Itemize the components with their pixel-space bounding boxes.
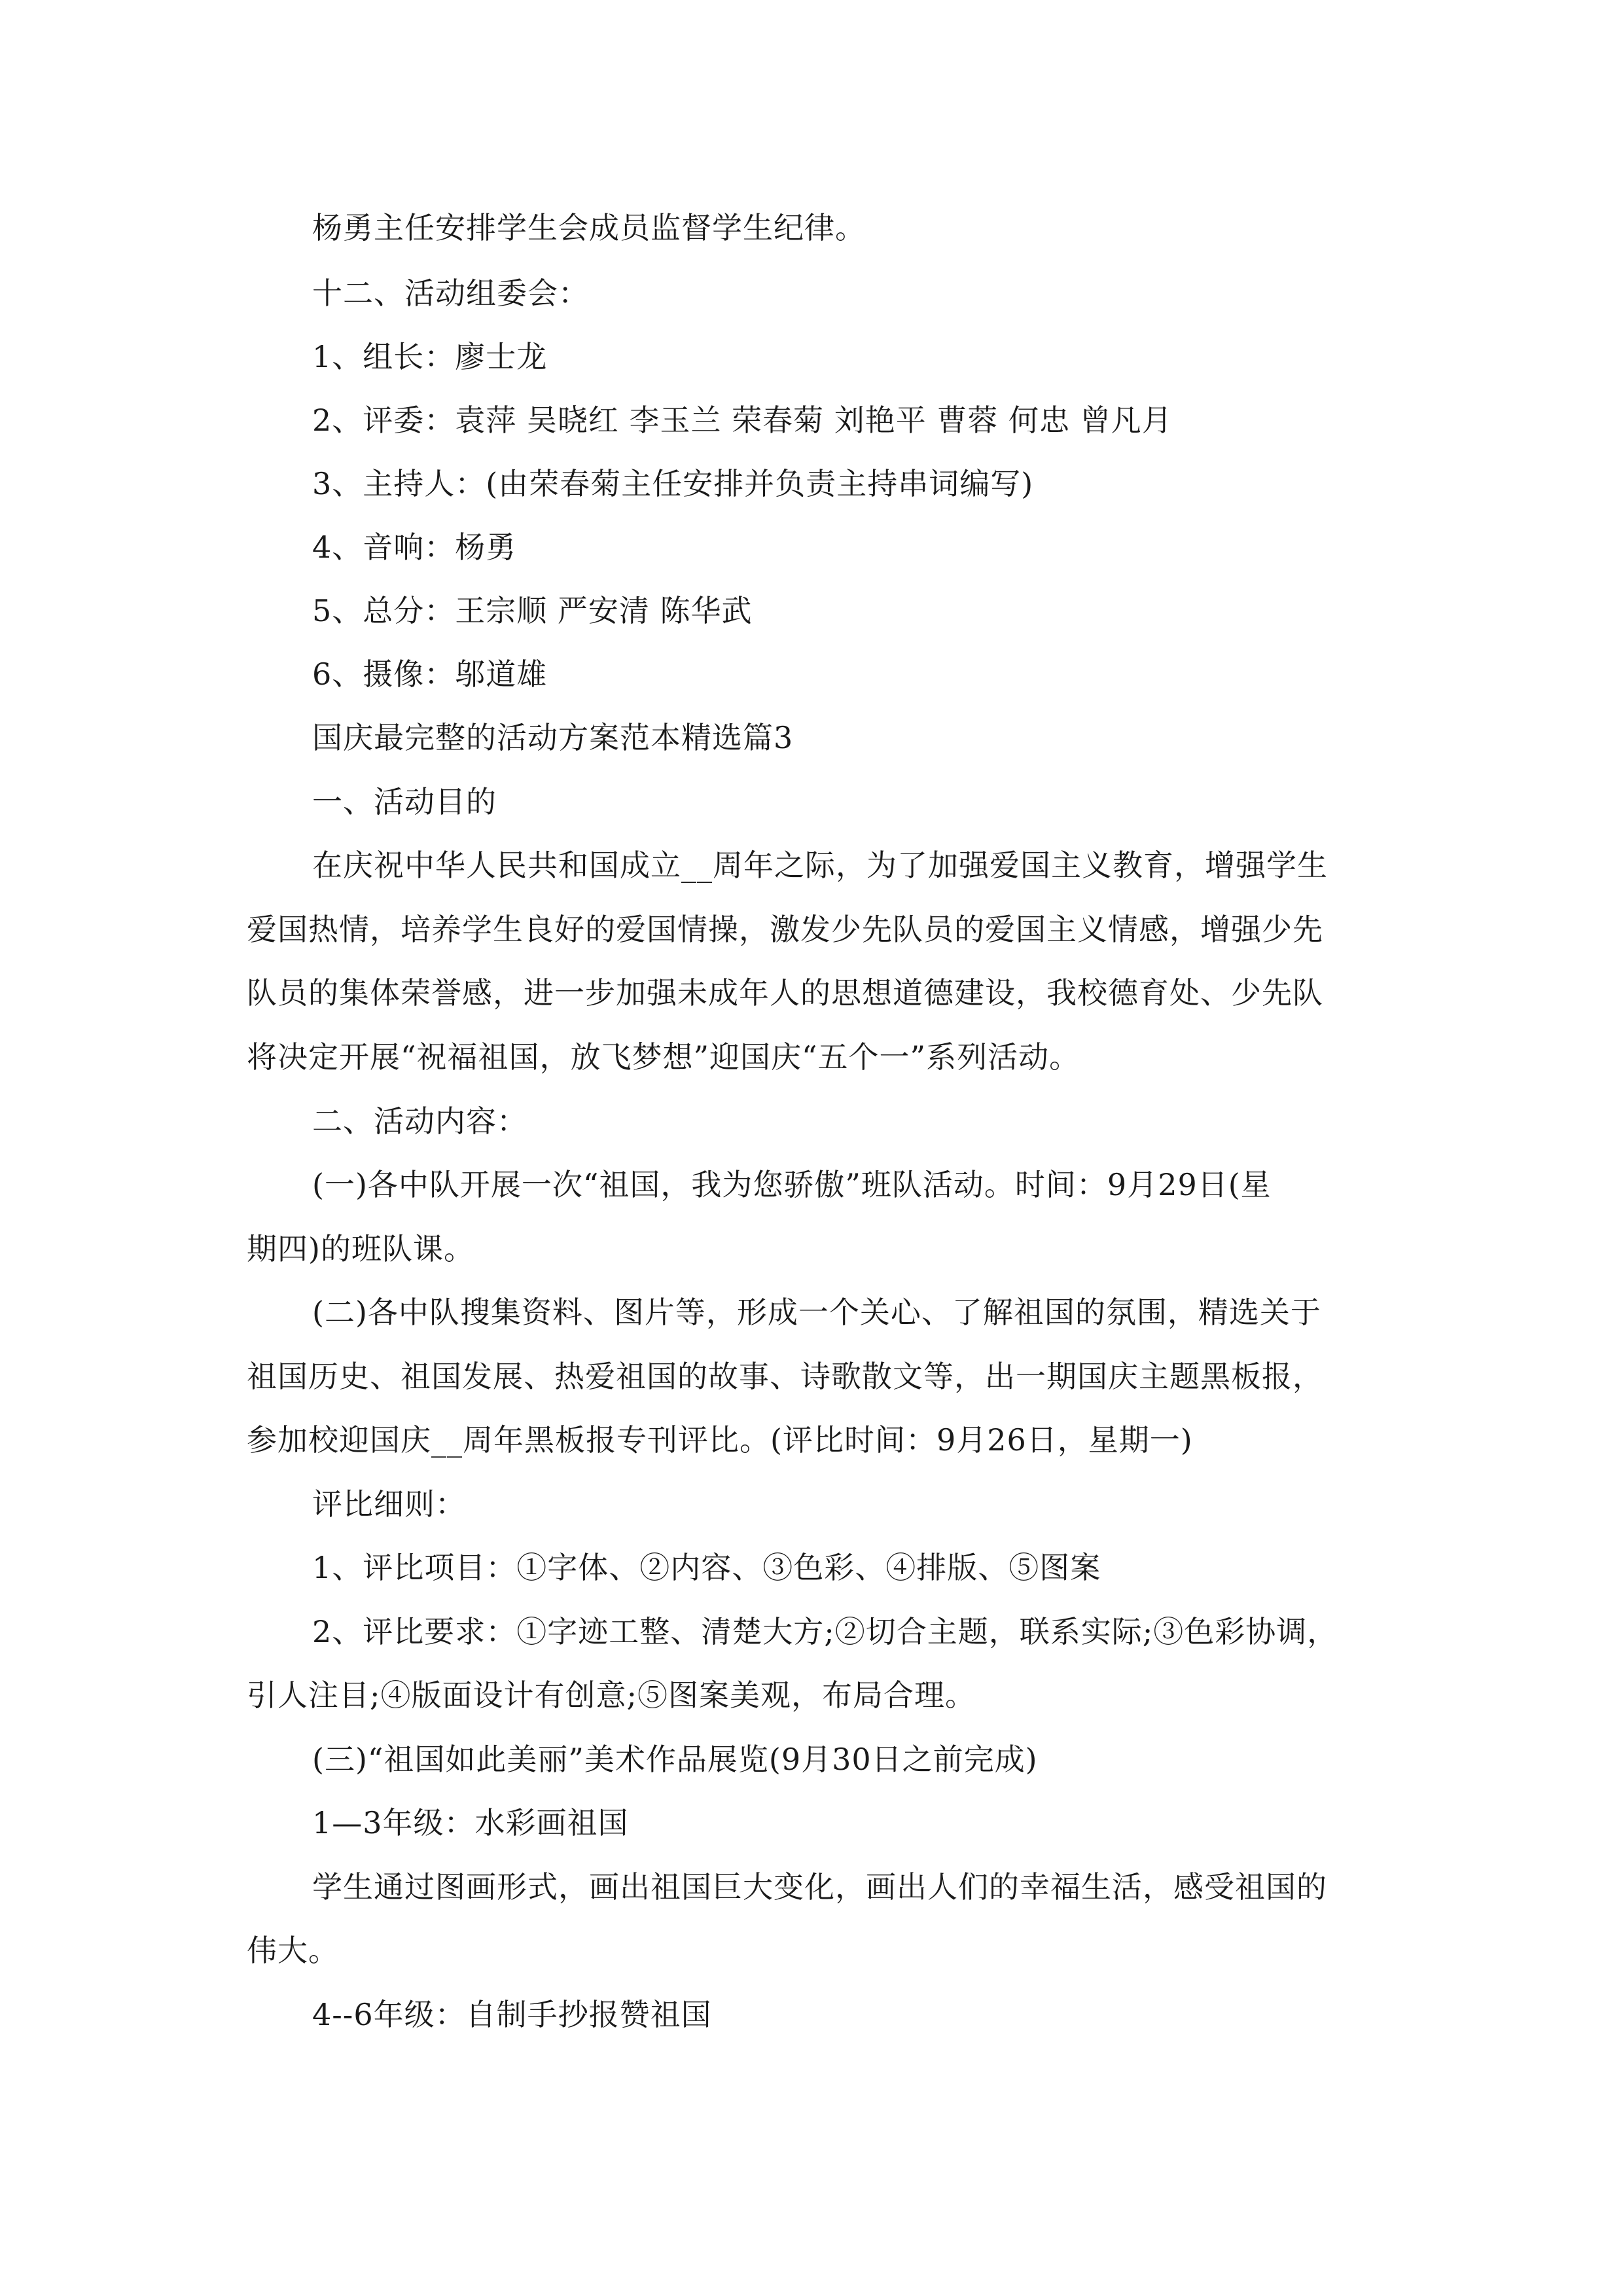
list-item: 2、评委：袁萍 吴晓红 李玉兰 荣春菊 刘艳平 曹蓉 何忠 曾凡月	[312, 403, 1173, 438]
list-item: 5、总分：王宗顺 严安清 陈华武	[312, 593, 753, 628]
paragraph-line: 将决定开展“祝福祖国，放飞梦想”迎国庆“五个一”系列活动。	[247, 1039, 1080, 1075]
section-heading: 评比细则：	[312, 1486, 466, 1522]
section-heading: 一、活动目的	[312, 784, 497, 819]
paragraph-line: (二)各中队搜集资料、图片等，形成一个关心、了解祖国的氛围，精选关于	[312, 1295, 1321, 1330]
paragraph-line: (一)各中队开展一次“祖国，我为您骄傲”班队活动。时间：9月29日(星	[312, 1167, 1272, 1202]
paragraph-line: 1—3年级：水彩画祖国	[312, 1805, 629, 1840]
list-item: 3、主持人：(由荣春菊主任安排并负责主持串词编写)	[312, 466, 1034, 501]
paragraph-line: 祖国历史、祖国发展、热爱祖国的故事、诗歌散文等，出一期国庆主题黑板报，	[247, 1359, 1323, 1394]
paragraph-line: 队员的集体荣誉感，进一步加强未成年人的思想道德建设，我校德育处、少先队	[247, 975, 1323, 1011]
article-title: 国庆最完整的活动方案范本精选篇3	[312, 720, 794, 755]
paragraph-line: 杨勇主任安排学生会成员监督学生纪律。	[312, 210, 866, 245]
paragraph-line: (三)“祖国如此美丽”美术作品展览(9月30日之前完成)	[312, 1742, 1038, 1777]
list-item: 2、评比要求：①字迹工整、清楚大方;②切合主题，联系实际;③色彩协调，	[312, 1614, 1338, 1649]
paragraph-line: 引人注目;④版面设计有创意;⑤图案美观，布局合理。	[247, 1677, 976, 1713]
list-item: 6、摄像：邬道雄	[312, 656, 548, 692]
paragraph-line: 爱国热情，培养学生良好的爱国情操，激发少先队员的爱国主义情感，增强少先	[247, 912, 1323, 947]
paragraph-line: 学生通过图画形式，画出祖国巨大变化，画出人们的幸福生活，感受祖国的	[312, 1869, 1327, 1905]
paragraph-line: 伟大。	[247, 1933, 339, 1968]
list-item: 4、音响：杨勇	[312, 529, 517, 565]
paragraph-line: 参加校迎国庆__周年黑板报专刊评比。(评比时间：9月26日，星期一)	[247, 1422, 1193, 1458]
section-heading: 二、活动内容：	[312, 1103, 527, 1139]
paragraph-line: 期四)的班队课。	[247, 1231, 474, 1266]
list-item: 1、评比项目：①字体、②内容、③色彩、④排版、⑤图案	[312, 1550, 1101, 1585]
paragraph-line: 4--6年级：自制手抄报赞祖国	[312, 1997, 712, 2032]
paragraph-line: 在庆祝中华人民共和国成立__周年之际，为了加强爱国主义教育，增强学生	[312, 848, 1328, 883]
list-item: 1、组长：廖士龙	[312, 339, 548, 374]
section-heading: 十二、活动组委会：	[312, 276, 589, 311]
